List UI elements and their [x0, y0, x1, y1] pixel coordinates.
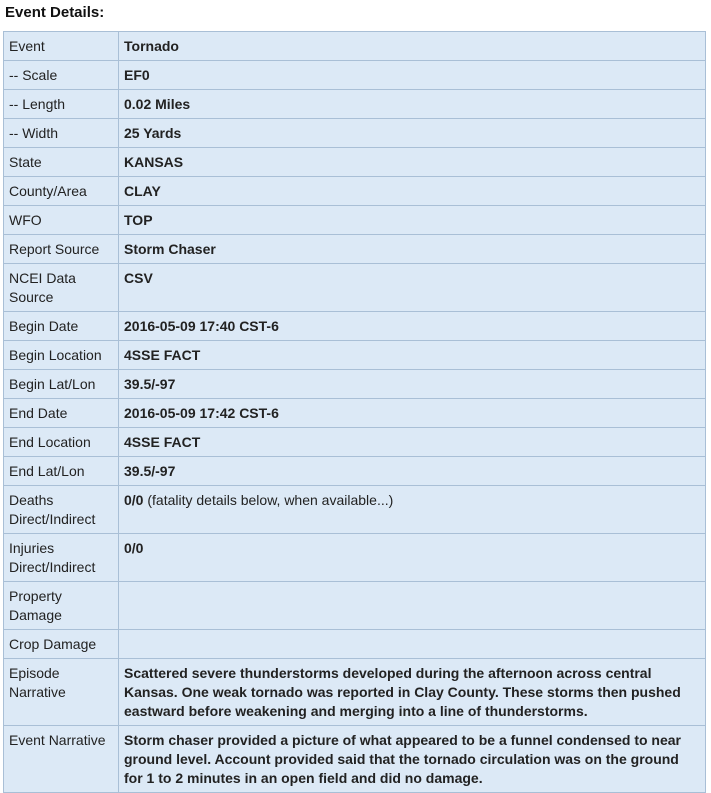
- row-label: End Location: [4, 428, 119, 457]
- row-value: Tornado: [119, 32, 706, 61]
- table-row: [4, 32, 706, 61]
- row-value: 0/0: [119, 534, 706, 582]
- row-label: Property Damage: [4, 582, 119, 630]
- table-row: [4, 90, 706, 119]
- table-row: [4, 177, 706, 206]
- row-label: Report Source: [4, 235, 119, 264]
- row-value: 2016-05-09 17:42 CST-6: [119, 399, 706, 428]
- row-label: -- Length: [4, 90, 119, 119]
- row-value: KANSAS: [119, 148, 706, 177]
- row-label: Begin Location: [4, 341, 119, 370]
- table-row: [4, 428, 706, 457]
- row-label: NCEI Data Source: [4, 264, 119, 312]
- row-value: 39.5/-97: [119, 457, 706, 486]
- deaths-count: 0/0: [124, 492, 144, 508]
- fatality-note: (fatality details below, when available...): [147, 492, 394, 508]
- table-row: [4, 399, 706, 428]
- row-label: Event Narrative: [4, 726, 119, 793]
- table-row: [4, 119, 706, 148]
- event-details-table: [3, 31, 706, 793]
- table-row: [4, 61, 706, 90]
- row-label: County/Area: [4, 177, 119, 206]
- table-row: [4, 630, 706, 659]
- table-row: [4, 582, 706, 630]
- row-value: [119, 582, 706, 630]
- row-label: End Date: [4, 399, 119, 428]
- table-row: [4, 726, 706, 793]
- table-row: [4, 486, 706, 534]
- row-value: Scattered severe thunderstorms developed during the afternoon across central Kansas. One weak tornado was reported in Clay County. These storms then pushed eastward before weakening and merging into a line of thunderstorms.: [119, 659, 706, 726]
- row-label: Deaths Direct/Indirect: [4, 486, 119, 534]
- row-value: TOP: [119, 206, 706, 235]
- table-row: [4, 370, 706, 399]
- table-row: [4, 341, 706, 370]
- row-value: [119, 630, 706, 659]
- row-value: 39.5/-97: [119, 370, 706, 399]
- table-row: [4, 264, 706, 312]
- row-label: Episode Narrative: [4, 659, 119, 726]
- row-value: 2016-05-09 17:40 CST-6: [119, 312, 706, 341]
- row-label: Crop Damage: [4, 630, 119, 659]
- row-value: EF0: [119, 61, 706, 90]
- row-value: CLAY: [119, 177, 706, 206]
- table-row: [4, 457, 706, 486]
- row-label: State: [4, 148, 119, 177]
- table-row: [4, 534, 706, 582]
- table-row: [4, 659, 706, 726]
- row-value: 0.02 Miles: [119, 90, 706, 119]
- table-row: [4, 148, 706, 177]
- row-label: End Lat/Lon: [4, 457, 119, 486]
- row-value: 4SSE FACT: [119, 341, 706, 370]
- row-label: -- Scale: [4, 61, 119, 90]
- row-label: WFO: [4, 206, 119, 235]
- row-label: Begin Lat/Lon: [4, 370, 119, 399]
- row-value: Storm chaser provided a picture of what appeared to be a funnel condensed to near ground level. Account provided said that the tornado circulation was on the ground for 1 to 2 minutes in an open field and did no damage.: [119, 726, 706, 793]
- table-row: [4, 235, 706, 264]
- row-label: Begin Date: [4, 312, 119, 341]
- row-value: 4SSE FACT: [119, 428, 706, 457]
- table-row: [4, 312, 706, 341]
- row-value: CSV: [119, 264, 706, 312]
- row-value: [119, 486, 706, 534]
- row-label: Event: [4, 32, 119, 61]
- row-label: -- Width: [4, 119, 119, 148]
- row-value: Storm Chaser: [119, 235, 706, 264]
- row-label: Injuries Direct/Indirect: [4, 534, 119, 582]
- section-heading: Event Details:: [5, 4, 105, 21]
- table-row: [4, 206, 706, 235]
- row-value: 25 Yards: [119, 119, 706, 148]
